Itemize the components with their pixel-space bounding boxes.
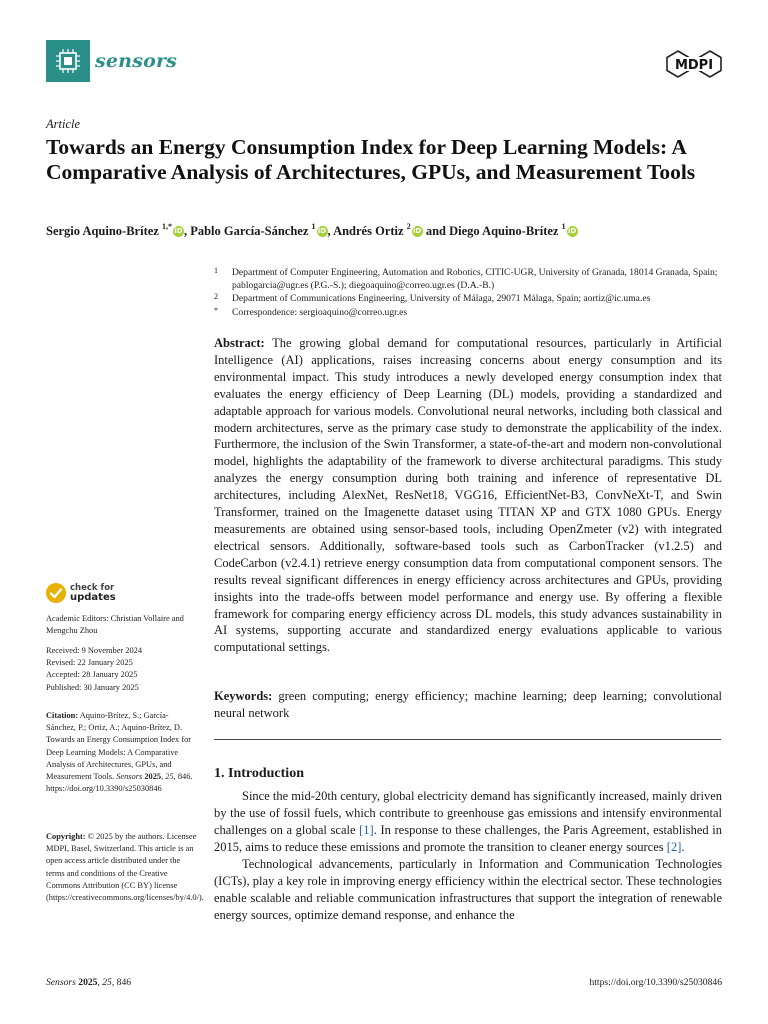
paragraph-text: . [681, 840, 685, 854]
orcid-icon[interactable]: iD [567, 226, 577, 235]
orcid-icon[interactable]: iD [174, 226, 183, 235]
paragraph [214, 788, 722, 856]
paragraph-text: . In response to these challenges, the Paris Agreement, established in 2015, aims to reduce these emissions and promote the transition to cleaner energy sources [214, 823, 722, 854]
reference-link[interactable]: [2] [666, 840, 682, 854]
check-updates-text [70, 583, 116, 603]
orcid-icon[interactable]: iD [317, 226, 327, 235]
author-name[interactable]: Pablo García-Sánchez [190, 224, 309, 238]
citation-volume: 25 [165, 772, 174, 782]
keywords [214, 688, 722, 722]
copyright-text: © 2025 by the authors. Licensee MDPI, Basel, Switzerland. This article is an open access article distributed under the terms and conditions of the Creative Commons Attribution (CC BY) license (https://creativecommons.org/licenses/by/4.0/). [46, 832, 204, 903]
publisher-logo [666, 50, 722, 78]
affiliation-item [214, 266, 734, 292]
affiliation-number: 2 [214, 292, 218, 301]
publication-dates [46, 645, 198, 694]
abstract-label: Abstract: [214, 336, 265, 350]
author-name[interactable]: Diego Aquino-Brítez [449, 224, 559, 238]
orcid-icon[interactable]: iD [413, 226, 422, 235]
abstract [214, 335, 722, 656]
article-title: Towards an Energy Consumption Index for Deep Learning Models: A Comparative Analysis of Architectures, GPUs, and Measurement Tools [46, 135, 696, 184]
sensors-chip-icon [46, 40, 90, 82]
correspondence [214, 306, 734, 319]
footer-journal: Sensors [46, 977, 76, 988]
copyright-block [46, 831, 204, 904]
journal-logo [46, 40, 177, 82]
affiliation-text: Department of Communications Engineering, University of Málaga, 29071 Málaga, Spain; aortiz@ic.uma.es [232, 293, 651, 304]
affiliation-number: 1 [214, 266, 218, 275]
author-affiliation-sup: 1 [311, 222, 316, 231]
paragraph: Technological advancements, particularly in Information and Communication Technologies (ICTs), play a key role in improving energy efficiency within the electrical sector. These technologies enable scalable and reliable communication infrastructures that support the integration of renewable energy sources, optimize demand response, and enhance the [214, 857, 722, 922]
author-list [46, 224, 578, 239]
affiliation-item [214, 292, 734, 305]
revised-date: Revised: 22 January 2025 [46, 658, 133, 668]
footer-doi-link[interactable]: https://doi.org/10.3390/s25030846 [589, 977, 722, 988]
citation-doi[interactable]: , 846. https://doi.org/10.3390/s25030846 [46, 772, 193, 794]
author-separator: and [422, 224, 450, 238]
check-updates-line1: check for [70, 583, 115, 593]
check-for-updates-badge[interactable] [46, 583, 116, 603]
section-divider [214, 739, 721, 740]
citation-text: Aquino-Brítez, S.; García-Sánchez, P.; Ortiz, A.; Aquino-Brítez, D. Towards an Energy Consumption Index for Deep Learning Models: A Comparative Analysis of Architectures, GPUs, and Measurement Tools. [46, 711, 192, 782]
author-affiliation-sup: 1,* [161, 222, 172, 231]
keywords-label: Keywords: [214, 689, 273, 703]
publisher-name: MDPI [674, 58, 714, 73]
check-updates-icon [46, 583, 66, 603]
mdpi-logo-icon [666, 50, 722, 78]
keywords-text: green computing; energy efficiency; machine learning; deep learning; convolutional neural network [214, 689, 723, 720]
footer-page: , 846 [111, 977, 132, 988]
article-type: Article [46, 117, 81, 131]
author-affiliation-sup: 2 [406, 222, 411, 231]
author-affiliation-sup: 1 [561, 222, 566, 231]
author-name[interactable]: Sergio Aquino-Brítez [46, 224, 159, 238]
copyright-label: Copyright: [46, 832, 86, 841]
section-heading-introduction: 1. Introduction [214, 766, 304, 781]
journal-name: sensors [95, 50, 178, 72]
footer-citation: Sensors 2025, 25, 846 [46, 977, 132, 988]
author-name[interactable]: Andrés Ortiz [333, 224, 404, 238]
correspondence-text: Correspondence: sergioaquino@correo.ugr.es [232, 307, 408, 318]
correspondence-marker: * [214, 306, 218, 315]
academic-editors: Academic Editors: Christian Vollaire and Mengchu Zhou [46, 614, 184, 636]
footer-year: 2025 [78, 977, 98, 988]
published-date: Published: 30 January 2025 [46, 682, 139, 692]
abstract-text: The growing global demand for computational resources, particularly in Artificial Intelligence (AI) applications, raises increasing concerns about energy consumption and its environmental impact. This study introduces a newly developed energy consumption index that evaluates the energy efficiency of Deep Learning (DL) models, providing a standardized and adaptable approach for various models. Convolutional neural networks, including both classical and modern architectures, serve as the primary case study to demonstrate the applicability of the index. Furthermore, the inclusion of the Swin Transformer, a state-of-the-art and modern non-convolutional model, highlights the adaptability of the framework to diverse architectural paradigms. This study analyzes the energy consumption during both training and inference of representative DL architectures, including AlexNet, ResNet18, VGG16, EfficientNet-B3, ConvNeXt-T, and Swin Transformer, trained on the Imagenette dataset using TITAN XP and GTX 1080 GPUs. Energy measurements are obtained using sensor-based tools, including OpenZmeter (v2) with integrated electrical sensors. Additionally, software-based tools such as CarbonTracker (v1.2.5) and CodeCarbon (v2.4.1) retrieve energy consumption data from computational component sensors. The results reveal significant differences in energy efficiency across architectures and GPUs, providing insights into the trade-offs between model performance and energy use. By offering a flexible framework for comparing energy efficiency across DL models, this study advances sustainability in AI systems, supporting accurate and standardized energy evaluations applicable to various computational settings. [214, 336, 722, 655]
author-separator: , [183, 224, 191, 238]
check-updates-line2: updates [70, 592, 116, 603]
received-date: Received: 9 November 2024 [46, 646, 143, 655]
accepted-date: Accepted: 28 January 2025 [46, 670, 138, 680]
introduction-body [214, 788, 722, 924]
reference-link[interactable]: [1] [359, 823, 374, 837]
paragraph-text: Since the mid-20th century, global electricity demand has significantly increased, mainly driven by the use of fossil fuels, which contribute to greenhouse gas emissions and intensify environmental challenges on a global scale [214, 789, 722, 837]
citation-label: Citation: [46, 711, 79, 720]
affiliation-text: Department of Computer Engineering, Automation and Robotics, CITIC-UGR, University of Granada, 18014 Granada, Spain; pablogarcia@ugr.es (P.G.-S.); diegoaquino@correo.ugr.es (D.A.-B.) [232, 267, 718, 291]
citation-block: Citation: Aquino-Brítez, S.; García-Sánchez, P.; Ortiz, A.; Aquino-Brítez, D. Towards an Energy Consumption Index for Deep Learning Models: A Comparative Analysis of Architectures, GPUs, and Measurement Tools. Sensors 2025, 25, 846. https://doi.org/10.3390/s25030846 [46, 711, 193, 794]
citation-year: 2025 [144, 772, 162, 782]
author-separator: , [327, 224, 334, 238]
citation-journal: Sensors [116, 772, 143, 782]
footer-volume: 25 [102, 977, 112, 988]
